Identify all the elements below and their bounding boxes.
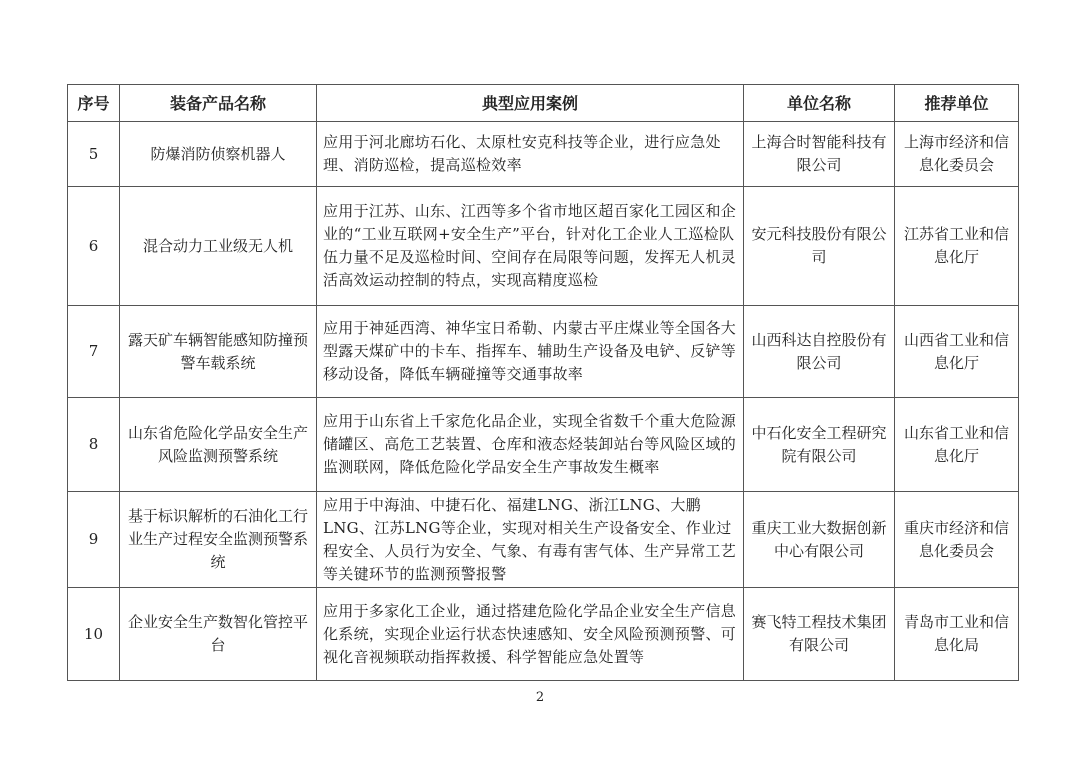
header-unit: 单位名称	[744, 85, 895, 122]
row-unit: 赛飞特工程技术集团有限公司	[744, 588, 895, 681]
row-product: 山东省危险化学品安全生产风险监测预警系统	[120, 398, 317, 492]
row-product: 企业安全生产数智化管控平台	[120, 588, 317, 681]
equipment-table	[67, 84, 1019, 681]
header-no: 序号	[68, 85, 120, 122]
row-product: 基于标识解析的石油化工行业生产过程安全监测预警系统	[120, 492, 317, 588]
row-case: 应用于河北廊坊石化、太原杜安克科技等企业，进行应急处理、消防巡检，提高巡检效率	[317, 122, 744, 187]
row-recommender: 山西省工业和信息化厅	[895, 306, 1019, 398]
row-case: 应用于中海油、中捷石化、福建LNG、浙江LNG、大鹏LNG、江苏LNG等企业，实现对相关生产设备安全、作业过程安全、人员行为安全、气象、有毒有害气体、生产异常工艺等关键环节的监测预警报警	[317, 492, 744, 588]
row-no: 9	[68, 492, 120, 588]
table-row	[68, 398, 1019, 492]
table-row	[68, 588, 1019, 681]
row-case: 应用于山东省上千家危化品企业，实现全省数千个重大危险源储罐区、高危工艺装置、仓库和液态烃装卸站台等风险区域的监测联网，降低危险化学品安全生产事故发生概率	[317, 398, 744, 492]
table-row	[68, 122, 1019, 187]
page-number: 2	[535, 690, 545, 705]
row-case: 应用于江苏、山东、江西等多个省市地区超百家化工园区和企业的“工业互联网+安全生产”平台，针对化工企业人工巡检队伍力量不足及巡检时间、空间存在局限等问题，发挥无人机灵活高效运动控制的特点，实现高精度巡检	[317, 187, 744, 306]
row-recommender: 山东省工业和信息化厅	[895, 398, 1019, 492]
row-recommender: 江苏省工业和信息化厅	[895, 187, 1019, 306]
table-row	[68, 306, 1019, 398]
row-recommender: 重庆市经济和信息化委员会	[895, 492, 1019, 588]
row-case: 应用于多家化工企业，通过搭建危险化学品企业安全生产信息化系统，实现企业运行状态快速感知、安全风险预测预警、可视化音视频联动指挥救援、科学智能应急处置等	[317, 588, 744, 681]
row-unit: 上海合时智能科技有限公司	[744, 122, 895, 187]
row-no: 8	[68, 398, 120, 492]
table-row	[68, 187, 1019, 306]
row-unit: 中石化安全工程研究院有限公司	[744, 398, 895, 492]
row-product: 混合动力工业级无人机	[120, 187, 317, 306]
row-recommender: 青岛市工业和信息化局	[895, 588, 1019, 681]
row-product: 露天矿车辆智能感知防撞预警车载系统	[120, 306, 317, 398]
row-unit: 重庆工业大数据创新中心有限公司	[744, 492, 895, 588]
row-product: 防爆消防侦察机器人	[120, 122, 317, 187]
header-recommender: 推荐单位	[895, 85, 1019, 122]
row-no: 5	[68, 122, 120, 187]
row-no: 7	[68, 306, 120, 398]
row-unit: 安元科技股份有限公司	[744, 187, 895, 306]
header-product: 装备产品名称	[120, 85, 317, 122]
row-no: 10	[68, 588, 120, 681]
row-no: 6	[68, 187, 120, 306]
row-unit: 山西科达自控股份有限公司	[744, 306, 895, 398]
table-row	[68, 492, 1019, 588]
row-recommender: 上海市经济和信息化委员会	[895, 122, 1019, 187]
header-case: 典型应用案例	[317, 85, 744, 122]
row-case: 应用于神延西湾、神华宝日希勒、内蒙古平庄煤业等全国各大型露天煤矿中的卡车、指挥车、辅助生产设备及电铲、反铲等移动设备，降低车辆碰撞等交通事故率	[317, 306, 744, 398]
table-header-row	[68, 85, 1019, 122]
